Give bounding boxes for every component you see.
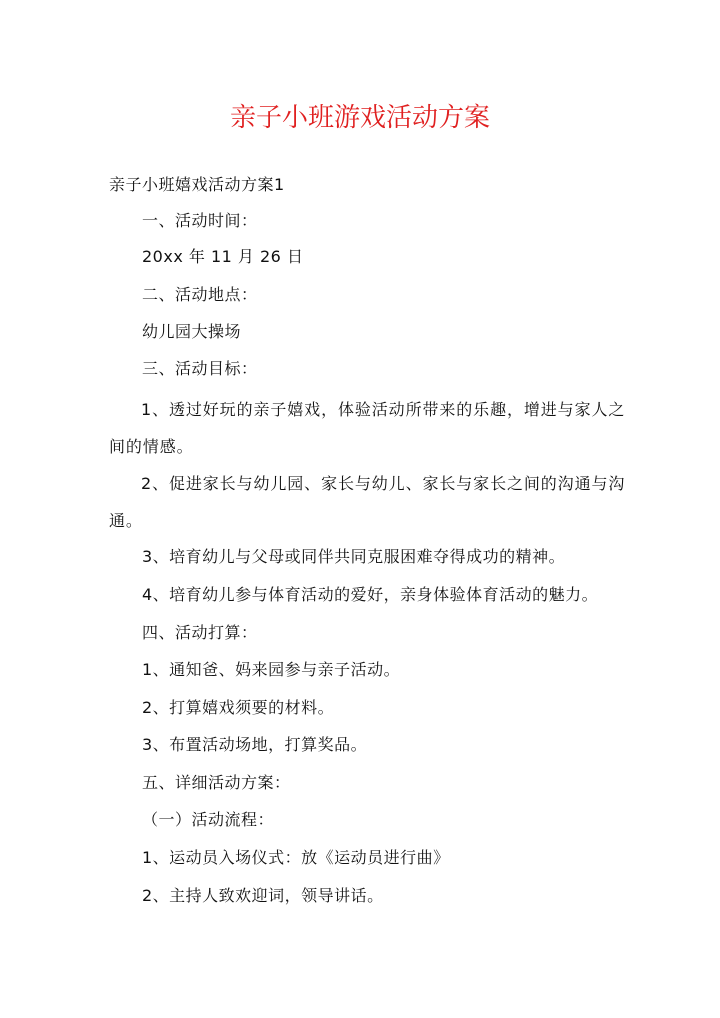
- plan-item-3: 3、布置活动场地，打算奖品。: [142, 735, 368, 754]
- document-title: 亲子小班游戏活动方案: [229, 103, 490, 133]
- goal-item-2: 2、促进家长与幼儿园、家长与幼儿、家长与家长之间的沟通与沟通。: [109, 474, 626, 530]
- section-heading-detail: 五、详细活动方案：: [142, 773, 291, 792]
- section-heading-time: 一、活动时间：: [142, 211, 258, 230]
- section-heading-place: 二、活动地点：: [142, 285, 258, 304]
- section-heading-goal: 三、活动目标：: [142, 359, 258, 378]
- process-item-1: 1、运动员入场仪式：放《运动员进行曲》: [142, 848, 450, 867]
- plan-item-1: 1、通知爸、妈来园参与亲子活动。: [142, 660, 401, 679]
- process-item-2: 2、主持人致欢迎词，领导讲话。: [142, 886, 384, 905]
- goal-item-3: 3、培育幼儿与父母或同伴共同克服困难夺得成功的精神。: [142, 547, 566, 566]
- process-heading: （一）活动流程：: [142, 810, 275, 829]
- subtitle: 亲子小班嬉戏活动方案1: [109, 175, 285, 194]
- section-heading-plan: 四、活动打算：: [142, 623, 258, 642]
- goal-item-1: 1、透过好玩的亲子嬉戏，体验活动所带来的乐趣，增进与家人之间的情感。: [109, 400, 626, 456]
- goal-item-4: 4、培育幼儿参与体育活动的爱好，亲身体验体育活动的魅力。: [142, 585, 599, 604]
- place-value: 幼儿园大操场: [142, 322, 242, 341]
- plan-item-2: 2、打算嬉戏须要的材料。: [142, 698, 335, 717]
- time-value: 20xx 年 11 月 26 日: [142, 247, 304, 266]
